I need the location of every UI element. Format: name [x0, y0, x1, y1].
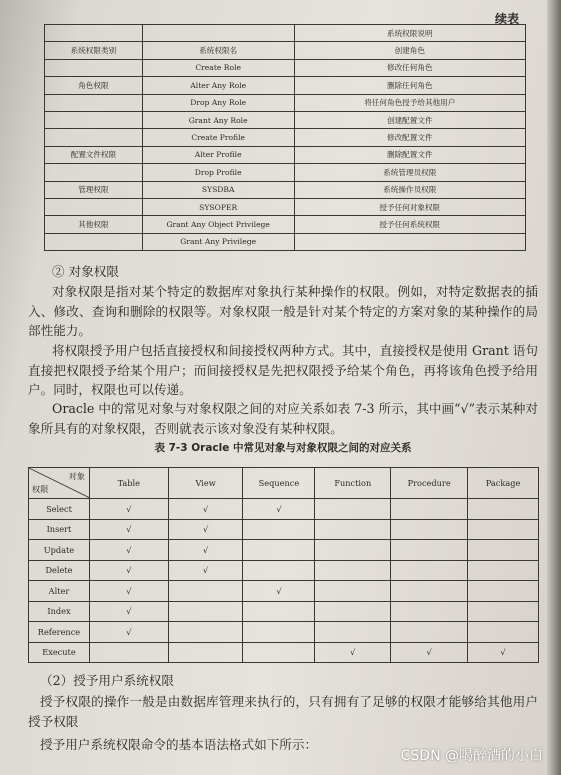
table-row: [29, 581, 539, 602]
checkmark-cell: [168, 581, 243, 602]
checkmark-cell: [243, 519, 315, 540]
privilege-name-cell: Execute: [29, 642, 90, 663]
privilege-name-cell: Grant Any Object Privilege: [142, 216, 294, 233]
privilege-name-cell: Alter Profile: [142, 146, 294, 163]
checkmark-cell: √: [89, 519, 168, 540]
category-cell: 其他权限: [45, 216, 143, 233]
privilege-description-cell: 删除配置文件: [294, 146, 525, 163]
checkmark-cell: √: [243, 499, 315, 520]
corner-object-label: 对象: [68, 471, 85, 481]
checkmark-cell: [168, 622, 243, 643]
privilege-description-cell: 修改配置文件: [294, 129, 525, 146]
privilege-description-cell: 创建配置文件: [294, 111, 525, 128]
checkmark-cell: [468, 499, 539, 520]
grant-system-privilege-heading: （2）授予用户系统权限: [40, 673, 174, 688]
checkmark-cell: [391, 499, 468, 520]
checkmark-cell: √: [168, 519, 243, 540]
table-row: [29, 499, 539, 520]
checkmark-cell: [243, 560, 315, 581]
checkmark-cell: [243, 642, 315, 663]
table-row: [29, 560, 539, 581]
checkmark-cell: [89, 642, 168, 663]
category-cell: [45, 164, 143, 181]
table-row: [45, 146, 526, 163]
checkmark-cell: √: [168, 540, 243, 561]
privilege-name-cell: Drop Profile: [142, 164, 294, 181]
checkmark-cell: √: [391, 642, 468, 663]
table-caption: 表 7-3 Oracle 中常见对象与对象权限之间的对应关系: [154, 442, 412, 454]
object-privilege-heading: ② 对象权限: [52, 264, 119, 279]
checkmark-cell: √: [168, 499, 243, 520]
privilege-name-cell: Delete: [29, 560, 90, 581]
checkmark-cell: √: [89, 622, 168, 643]
privilege-name-cell: 系统权限名: [142, 42, 294, 59]
privilege-description-cell: 授予任何系统权限: [294, 216, 525, 233]
table-row: [45, 233, 526, 250]
table-row: [45, 181, 526, 198]
privilege-name-cell: Grant Any Role: [142, 111, 294, 128]
paragraph-grant-methods: 将权限授予用户包括直接授权和间接授权两种方式。其中，直接授权是使用 Grant 语句直接把权限授予给某个用户；而间接授权是先把权限授予给某个角色，再将该角色授予给用户。同时，权限也可以传递。: [28, 343, 538, 397]
table-row: [45, 111, 526, 128]
column-header-package: Package: [468, 468, 539, 499]
checkmark-cell: [315, 581, 391, 602]
paragraph-syntax-intro: 授予用户系统权限命令的基本语法格式如下所示：: [40, 737, 318, 752]
checkmark-cell: √: [89, 540, 168, 561]
checkmark-cell: [315, 601, 391, 622]
checkmark-cell: [391, 540, 468, 561]
column-header-table: Table: [89, 468, 168, 499]
table-row: [45, 129, 526, 146]
checkmark-cell: [391, 519, 468, 540]
privilege-name-cell: Alter: [29, 581, 90, 602]
privilege-description-cell: 系统操作员权限: [294, 181, 525, 198]
paragraph-grant-system-privilege: 授予权限的操作一般是由数据库管理来执行的，只有拥有了足够的权限才能够给其他用户授予权限: [28, 694, 538, 729]
privilege-description-cell: 系统管理员权限: [294, 164, 525, 181]
category-cell: [45, 233, 143, 250]
checkmark-cell: [391, 601, 468, 622]
checkmark-cell: [168, 601, 243, 622]
checkmark-cell: [243, 622, 315, 643]
category-cell: 系统权限类别: [45, 42, 143, 59]
checkmark-cell: [315, 622, 391, 643]
checkmark-cell: √: [89, 601, 168, 622]
privilege-description-cell: [294, 233, 525, 250]
checkmark-cell: √: [315, 642, 391, 663]
category-cell: [45, 198, 143, 215]
privilege-description-cell: 系统权限说明: [294, 25, 525, 42]
checkmark-cell: [243, 540, 315, 561]
category-cell: 角色权限: [45, 77, 143, 94]
privilege-description-cell: 将任何角色授予给其他用户: [294, 94, 525, 111]
paragraph-object-privilege-definition: 对象权限是指对某个特定的数据库对象执行某种操作的权限。例如，对特定数据表的插入、修改、查询和删除的权限等。对象权限一般是针对某个特定的方案对象的某种操作的局部性能力。: [28, 284, 538, 338]
privilege-name-cell: Drop Any Role: [142, 94, 294, 111]
column-header-procedure: Procedure: [391, 468, 468, 499]
checkmark-cell: [468, 519, 539, 540]
privilege-description-cell: 修改任何角色: [294, 59, 525, 76]
object-privilege-table: [28, 467, 539, 663]
table-row: [45, 164, 526, 181]
table-row: [45, 25, 526, 42]
csdn-watermark: CSDN @喝醉酒的小白: [400, 748, 543, 764]
table-row: [45, 59, 526, 76]
table-row: [29, 601, 539, 622]
checkmark-cell: √: [89, 499, 168, 520]
table-row: [29, 642, 539, 663]
system-privilege-table: [44, 24, 526, 251]
category-cell: [45, 25, 143, 42]
paragraph-table-reference: Oracle 中的常见对象与对象权限之间的对应关系如表 7-3 所示，其中画“√”表示某种对象所具有的对象权限，否则就表示该对象没有某种权限。: [28, 401, 538, 436]
category-cell: 配置文件权限: [45, 146, 143, 163]
checkmark-cell: √: [168, 560, 243, 581]
table-row: [45, 198, 526, 215]
checkmark-cell: [468, 560, 539, 581]
checkmark-cell: [315, 499, 391, 520]
privilege-description-cell: 授予任何对象权限: [294, 198, 525, 215]
checkmark-cell: [391, 581, 468, 602]
category-cell: [45, 111, 143, 128]
privilege-name-cell: Index: [29, 601, 90, 622]
checkmark-cell: [168, 642, 243, 663]
table-row: [45, 77, 526, 94]
column-header-sequence: Sequence: [243, 468, 315, 499]
privilege-name-cell: Grant Any Privilege: [142, 233, 294, 250]
category-cell: [45, 59, 143, 76]
category-cell: [45, 94, 143, 111]
checkmark-cell: [315, 560, 391, 581]
category-cell: [45, 129, 143, 146]
checkmark-cell: [468, 540, 539, 561]
corner-privilege-label: 权限: [32, 484, 49, 494]
table-row: [29, 519, 539, 540]
checkmark-cell: [391, 622, 468, 643]
table-row: [45, 94, 526, 111]
table-row: [29, 622, 539, 643]
checkmark-cell: [315, 540, 391, 561]
corner-header-cell: [29, 468, 90, 499]
checkmark-cell: √: [89, 560, 168, 581]
privilege-description-cell: 创建角色: [294, 42, 525, 59]
privilege-description-cell: 删除任何角色: [294, 77, 525, 94]
page-edge: [547, 0, 561, 775]
checkmark-cell: [468, 581, 539, 602]
privilege-name-cell: Alter Any Role: [142, 77, 294, 94]
privilege-name-cell: Update: [29, 540, 90, 561]
table-row: [29, 540, 539, 561]
checkmark-cell: [315, 519, 391, 540]
privilege-name-cell: Create Profile: [142, 129, 294, 146]
continued-label: 续表: [494, 12, 519, 26]
column-header-view: View: [168, 468, 243, 499]
privilege-name-cell: [142, 25, 294, 42]
table-row: [45, 216, 526, 233]
privilege-name-cell: Insert: [29, 519, 90, 540]
checkmark-cell: [468, 622, 539, 643]
checkmark-cell: [468, 601, 539, 622]
table-row: [45, 42, 526, 59]
privilege-name-cell: SYSDBA: [142, 181, 294, 198]
checkmark-cell: [243, 601, 315, 622]
privilege-name-cell: Select: [29, 499, 90, 520]
privilege-name-cell: SYSOPER: [142, 198, 294, 215]
column-header-function: Function: [315, 468, 391, 499]
category-cell: 管理权限: [45, 181, 143, 198]
checkmark-cell: [391, 560, 468, 581]
checkmark-cell: √: [89, 581, 168, 602]
privilege-name-cell: Create Role: [142, 59, 294, 76]
checkmark-cell: √: [243, 581, 315, 602]
checkmark-cell: √: [468, 642, 539, 663]
privilege-name-cell: Reference: [29, 622, 90, 643]
